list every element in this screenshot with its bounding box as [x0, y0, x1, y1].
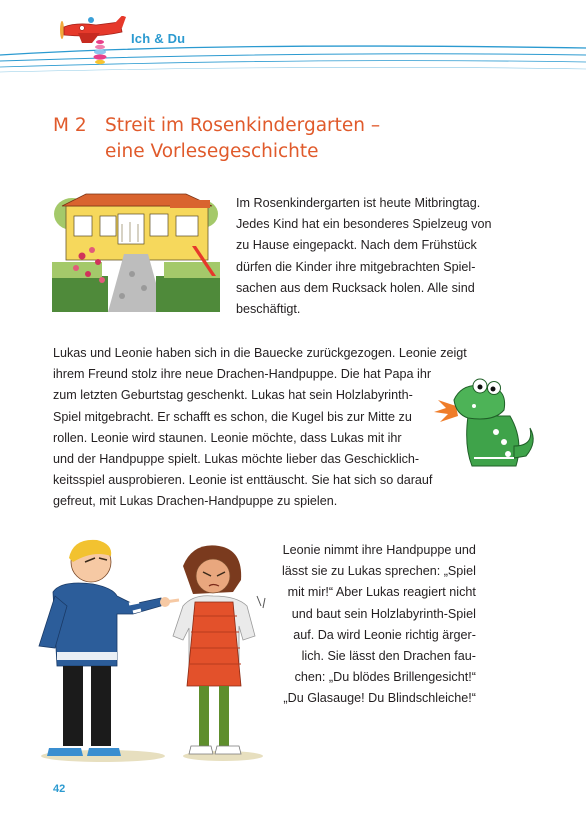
- text-line: zu Hause eingepackt. Nach dem Frühstück: [236, 238, 477, 253]
- text-line: Lukas und Leonie haben sich in die Bauecke zurückgezogen. Leonie zeigt: [53, 346, 467, 360]
- text-line: zum letzten Geburtstag geschenkt. Lukas hat sein Holzlabyrinth-: [53, 388, 413, 403]
- text-line: keitsspiel ausprobieren. Leonie ist enttäuscht. Sie hat sich so darauf: [53, 473, 433, 488]
- airplane-icon: [56, 16, 130, 66]
- text-line: Leonie nimmt ihre Handpuppe und: [282, 543, 476, 557]
- text-line: lich. Sie lässt den Drachen fau-: [301, 649, 476, 664]
- text-line: auf. Da wird Leonie richtig ärger-: [293, 627, 476, 642]
- text-line: Spiel mitgebracht. Er schafft es schon, die Kugel bis zur Mitte zu: [53, 409, 412, 424]
- series-label: Ich & Du: [131, 31, 186, 46]
- text-line: sachen aus dem Rucksack holen. Alle sind: [236, 280, 475, 295]
- text-line: lässt sie zu Lukas sprechen: „Spiel: [282, 564, 476, 579]
- title-line-2: eine Vorlesegeschichte: [105, 141, 319, 162]
- paragraph-intro: [236, 193, 492, 320]
- paragraph-story: [53, 343, 467, 513]
- title-line-1: Streit im Rosenkindergarten –: [105, 115, 381, 136]
- page-number: 42: [53, 783, 66, 795]
- text-line: gefreut, mit Lukas Drachen-Handpuppe zu spielen.: [53, 494, 338, 509]
- children-arguing-illustration: [33, 536, 273, 766]
- text-line: und baut sein Holzlabyrinth-Spiel: [291, 606, 476, 621]
- paragraph-conflict: [282, 540, 476, 710]
- dragon-puppet-illustration: [434, 376, 540, 472]
- text-line: und der Handpuppe spielt. Lukas möchte lieber das Geschicklich-: [53, 452, 420, 467]
- text-line: ihrem Freund stolz ihre neue Drachen-Handpuppe. Die hat Papa ihr: [53, 367, 432, 382]
- text-line: mit mir!“ Aber Lukas reagiert nicht: [287, 585, 476, 600]
- kindergarten-illustration: [52, 184, 220, 312]
- text-line: chen: „Du blödes Brillengesicht!“: [294, 670, 476, 685]
- text-line: beschäftigt.: [236, 302, 301, 317]
- text-line: dürfen die Kinder ihre mitgebrachten Spiel-: [236, 259, 476, 274]
- text-line: „Du Glasauge! Du Blindschleiche!“: [283, 691, 476, 706]
- page-header: [0, 0, 586, 80]
- text-line: Im Rosenkindergarten ist heute Mitbringtag.: [236, 196, 481, 210]
- text-line: Jedes Kind hat ein besonderes Spielzeug von: [236, 217, 492, 232]
- material-number: M 2: [53, 115, 87, 136]
- text-line: rollen. Leonie wird staunen. Leonie möchte, dass Lukas mit ihr: [53, 430, 402, 445]
